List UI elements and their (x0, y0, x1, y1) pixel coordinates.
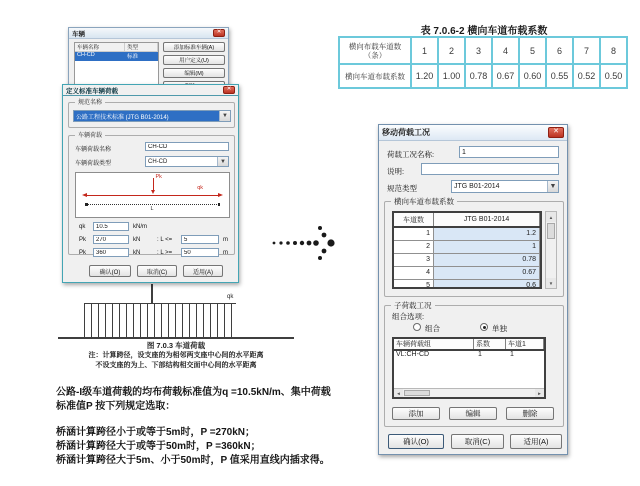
close-icon[interactable]: ✕ (548, 127, 564, 138)
factor-cell: 0.60 (519, 64, 546, 88)
horizontal-scrollbar[interactable] (394, 388, 544, 397)
vehicle-load-type-value: CH-CD (148, 158, 168, 165)
pk2-unit-label: kN (133, 250, 141, 256)
vehicle-name-column: 车辆名称 (75, 43, 125, 51)
diagram-qk-label: qk (197, 185, 203, 191)
lane-count-cell: 6 (546, 37, 573, 64)
mlc-apply-button[interactable]: 适用(A) (510, 434, 562, 449)
lane-count-cell: 3 (465, 37, 492, 64)
lateral-factor-table[interactable] (392, 211, 542, 289)
qk-field-label: qk (79, 224, 86, 230)
vehicle-type-column: 类型 (125, 43, 158, 51)
code-type-label: 规范类型 (387, 184, 417, 193)
code-type-value: JTG B01-2014 (454, 183, 500, 190)
figure-note-1: 注：计算跨径，设支座的为相邻两支座中心间的水平距离 (88, 352, 264, 359)
figure-pk-arrow (151, 284, 153, 303)
vehicle-list-row-selected[interactable] (75, 52, 158, 61)
figure-qk-label: qk (227, 294, 234, 300)
mlc-ok-button[interactable]: 确认(O) (388, 434, 444, 449)
vehicle-load-type-label: 车辆荷载类型 (75, 161, 112, 167)
left-arrowhead-icon (82, 193, 87, 197)
lane-count-cell: 8 (600, 37, 627, 64)
code-name-selected-value: 公路工程技术标准 (JTG B01-2014) (74, 111, 219, 121)
pk1-condition-input[interactable] (181, 235, 219, 244)
load-case-name-input[interactable] (459, 146, 559, 158)
pk2-condition-label: : L >= (157, 250, 173, 256)
vehicle-load-name-label: 车辆荷载名称 (75, 147, 112, 153)
description-input[interactable] (421, 163, 559, 175)
vertical-scrollbar[interactable] (545, 211, 557, 289)
code-col-header: JTG B01-2014 (434, 213, 540, 226)
vehicle-list-header (75, 43, 158, 52)
pk2-condition-unit: m (223, 250, 228, 256)
pk1-condition-unit: m (223, 237, 228, 243)
define-apply-button[interactable]: 适用(A) (183, 265, 223, 277)
scrollbar-thumb[interactable] (547, 223, 555, 239)
lane1-col-header: 车道1 (506, 339, 544, 349)
factor-cell: 0.50 (600, 64, 627, 88)
sub-load-case-group-label: 子荷载工况 (391, 300, 435, 311)
define-standard-vehicle-dialog (62, 84, 239, 283)
close-icon[interactable]: ✕ (213, 29, 225, 37)
note-item-1: 桥涵计算跨径小于或等于5m时，P =270kN； (56, 427, 256, 438)
pk1-unit-label: kN (133, 237, 141, 243)
pk-arrowhead (151, 190, 155, 194)
mlc-cancel-button[interactable]: 取消(C) (451, 434, 504, 449)
factor-header: 横向车道布载系数 (339, 64, 411, 88)
vehicle-load-group-label: 车辆荷载 (75, 130, 105, 139)
scroll-down-icon[interactable]: ▼ (546, 278, 556, 288)
spec-notes (56, 386, 360, 468)
scroll-right-icon[interactable]: ► (535, 389, 544, 397)
vehicle-group-col-header: 车辆荷载组 (394, 339, 474, 349)
add-standard-vehicle-button[interactable]: 添加标准车辆(A) (163, 42, 225, 52)
load-case-name-label: 荷载工况名称: (387, 150, 435, 159)
figure-ground-line (58, 337, 294, 339)
define-dialog-titlebar (63, 85, 238, 96)
lateral-factor-group-label: 横向车道布载系数 (391, 196, 457, 207)
note-item-3: 桥涵计算跨径大于5m、小于50m时，P 值采用直线内插求得。 (56, 455, 330, 466)
table-row[interactable]: VL:CH-CD 1 1 (396, 351, 514, 358)
factor-cell: 1.00 (438, 64, 465, 88)
dotted-arrow-icon (270, 222, 342, 266)
lane-table-title: 表 7.0.6-2 横向车道布载系数 (420, 26, 548, 37)
vehicle-load-group (68, 135, 235, 255)
table-row[interactable]: 1 1.2 (394, 228, 540, 241)
radio-single[interactable] (480, 323, 488, 331)
lane-factor-table (338, 36, 628, 89)
table-row[interactable]: 4 0.67 (394, 267, 540, 280)
vehicle-dialog-title: 车辆 (72, 30, 85, 38)
beam-dotted-line (86, 204, 219, 205)
note-line-2: 标准值P 按下列规定选取： (56, 401, 176, 412)
lane-count-cell: 2 (438, 37, 465, 64)
pk2-condition-input[interactable] (181, 248, 219, 257)
vehicle-name-cell: CH-CD (77, 52, 95, 58)
table-row[interactable]: 2 1 (394, 241, 540, 254)
mlc-title: 移动荷载工况 (382, 128, 430, 137)
moving-load-case-dialog (378, 124, 568, 455)
scroll-left-icon[interactable]: ◄ (394, 389, 403, 397)
factor-cell: 0.78 (465, 64, 492, 88)
table-row (339, 37, 627, 64)
radio-combination[interactable] (413, 323, 421, 331)
lateral-factor-group (384, 197, 564, 297)
combination-options-label: 组合选项: (392, 312, 425, 321)
lane-count-cell: 7 (573, 37, 600, 64)
qk-value-input[interactable] (93, 222, 129, 231)
factor-cell: 1.20 (411, 64, 438, 88)
factor-cell: 0.52 (573, 64, 600, 88)
note-line-1: 公路-I级车道荷载的均布荷载标准值为q =10.5kN/m、集中荷载 (56, 387, 331, 398)
lane-count-header: 横向布载车道数 （条） (339, 37, 411, 64)
mlc-titlebar (379, 125, 567, 141)
pk1-field-label: Pk (79, 237, 87, 243)
chevron-down-icon[interactable]: ▼ (547, 181, 558, 192)
diagram-pk-label: Pk (155, 174, 162, 180)
chevron-down-icon[interactable]: ▼ (217, 157, 228, 166)
scrollbar-thumb[interactable] (404, 390, 430, 396)
pk2-value-input[interactable] (93, 248, 129, 257)
factor-col-header: 系数 (474, 339, 506, 349)
note-item-2: 桥涵计算跨径大于或等于50m时，P =360kN； (56, 441, 261, 452)
right-support-marker (218, 203, 221, 206)
pk1-value-input[interactable] (93, 235, 129, 244)
diagram-length-label: L (150, 206, 154, 212)
vehicle-dialog-titlebar (69, 28, 228, 39)
sub-load-case-group (384, 301, 564, 427)
user-defined-button[interactable]: 用户定义(U) (163, 55, 225, 65)
factor-cell: 0.67 (492, 64, 519, 88)
lane-count-col-header: 车道数 (394, 213, 434, 226)
description-label: 说明: (387, 167, 405, 176)
qk-unit-label: kN/m (133, 224, 147, 230)
radio-combination-label: 组合 (425, 324, 440, 333)
code-name-select[interactable] (73, 110, 231, 122)
chevron-down-icon[interactable]: ▼ (219, 111, 230, 121)
figure-distributed-load (84, 303, 236, 337)
define-dialog-title: 定义标准车辆荷载 (66, 87, 118, 95)
radio-single-label: 单独 (492, 324, 507, 333)
code-type-select[interactable] (451, 180, 559, 193)
pk2-field-label: Pk (79, 250, 87, 256)
right-arrowhead-icon (218, 193, 223, 197)
scroll-up-icon[interactable]: ▲ (546, 212, 556, 222)
figure-note-2: 不设支座的为上、下部结构相交面中心间的水平距离 (95, 362, 257, 369)
code-name-group-label: 规范名称 (75, 97, 105, 106)
sub-load-table[interactable] (392, 337, 546, 399)
left-support-marker (85, 203, 88, 206)
add-button[interactable]: 添加 (392, 407, 440, 420)
lane-count-cell: 5 (519, 37, 546, 64)
define-cancel-button[interactable]: 取消(C) (137, 265, 177, 277)
delete-button[interactable]: 删除 (506, 407, 554, 420)
lane-load-diagram (75, 172, 230, 218)
edit-vehicle-button[interactable]: 编辑(M) (163, 68, 225, 78)
figure-caption: 图 7.0.3 车道荷载 (146, 341, 206, 350)
vehicle-type-cell: 标准 (127, 54, 139, 60)
lane-count-cell: 1 (411, 37, 438, 64)
close-icon[interactable]: ✕ (223, 86, 235, 94)
table-row[interactable]: 3 0.78 (394, 254, 540, 267)
vehicle-load-name-input[interactable] (145, 142, 229, 151)
factor-cell: 0.55 (546, 64, 573, 88)
table-row (339, 64, 627, 88)
pk1-condition-label: : L <= (157, 237, 173, 243)
vehicle-list[interactable] (74, 42, 159, 88)
define-ok-button[interactable]: 确认(O) (89, 265, 131, 277)
edit-button[interactable]: 编辑 (449, 407, 497, 420)
table-row[interactable]: 5 0.6 (394, 280, 540, 289)
distributed-load-line (86, 195, 219, 196)
code-name-group (68, 102, 235, 128)
vehicle-load-type-select[interactable] (145, 156, 229, 167)
lane-count-cell: 4 (492, 37, 519, 64)
